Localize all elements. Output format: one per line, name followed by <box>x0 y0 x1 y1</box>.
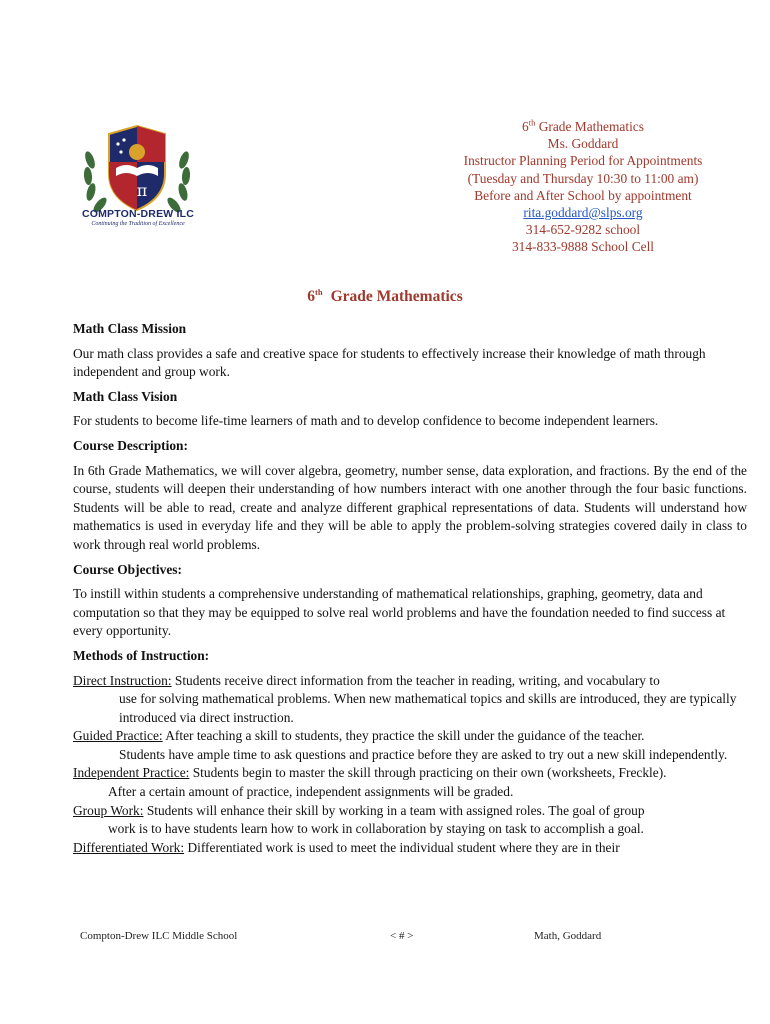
method-term: Differentiated Work: <box>73 839 185 855</box>
title-text: Grade Mathematics <box>330 288 463 305</box>
method-text: Students receive direct information from the teacher in reading, writing, and vocabulary to <box>171 672 660 688</box>
email-link[interactable]: rita.goddard@slps.org <box>523 205 643 221</box>
method-term: Direct Instruction: <box>73 672 172 688</box>
method-text-continued: use for solving mathematical problems. When new mathematical topics and skills are introduced, they are typically introduced via direct instruction. <box>119 691 737 725</box>
methods-heading: Methods of Instruction: <box>73 647 210 663</box>
method-term: Group Work: <box>73 802 144 818</box>
method-guided-practice <box>73 727 747 764</box>
objectives-heading: Course Objectives: <box>73 561 182 577</box>
title-grade-number: 6 <box>307 288 316 305</box>
header-cell-phone: 314-833-9888 School Cell <box>511 239 655 255</box>
header-school-phone: 314-652-9282 school <box>525 222 641 238</box>
contact-header <box>440 118 726 256</box>
method-text: After teaching a skill to students, they practice the skill under the guidance of the teacher. <box>162 728 645 744</box>
method-text-continued: Students have ample time to ask questions and practice before they are asked to try out a new skill independently. <box>119 746 728 762</box>
pi-symbol: π <box>136 181 148 200</box>
footer-school: Compton-Drew ILC Middle School <box>80 930 238 942</box>
method-text-continued: After a certain amount of practice, independent assignments will be graded. <box>108 784 514 800</box>
method-term: Guided Practice: <box>73 728 163 744</box>
method-text: Students will enhance their skill by working in a team with assigned roles. The goal of group <box>143 802 645 818</box>
objectives-text: To instill within students a comprehensive understanding of mathematical relationships, graphing, geometry, data and computation so that they may be equipped to solve real world problems and have the foundation needed to find success at every opportunity. <box>73 586 726 639</box>
logo-tagline: Continuing the Tradition of Excellence <box>91 221 185 227</box>
header-course <box>440 118 726 135</box>
sun-icon <box>129 144 145 160</box>
method-differentiated-work <box>73 839 747 858</box>
footer-page-number: < # > <box>390 930 414 942</box>
method-group-work <box>73 802 747 839</box>
header-planning: Instructor Planning Period for Appointments <box>463 153 703 169</box>
header-appointment: Before and After School by appointment <box>474 187 692 203</box>
method-text-continued: work is to have students learn how to work in collaboration by staying on task to accomplish a goal. <box>108 821 644 837</box>
header-grade-suffix: th <box>528 117 536 128</box>
page-title <box>0 288 770 306</box>
mission-text: Our math class provides a safe and creative space for students to effectively increase their knowledge of math through independent and group work. <box>73 345 706 380</box>
header-course-name: Grade Mathematics <box>535 119 644 134</box>
title-grade-suffix: th <box>315 286 323 297</box>
vision-text: For students to become life-time learners of math and to develop confidence to become independent learners. <box>73 413 659 429</box>
method-text: Differentiated work is used to meet the individual student where they are in their <box>184 839 620 855</box>
method-direct-instruction <box>73 672 747 728</box>
description-heading: Course Description: <box>73 437 188 453</box>
mission-heading: Math Class Mission <box>73 321 187 336</box>
description-text: In 6th Grade Mathematics, we will cover algebra, geometry, number sense, data exploration, and fractions. By the end of the course, students will deepen their understanding of how numbers interact with one another through the four basic functions. Students will be able to read, create and analyze different graphical representations of data. Students will understand how mathematics is used in everyday life and they will be able to apply the problem-solving strategies covered daily in class to work through real world problems. <box>73 462 747 552</box>
method-independent-practice <box>73 764 747 801</box>
logo-school-name: COMPTON-DREW ILC <box>81 208 195 220</box>
footer-course: Math, Goddard <box>534 930 602 942</box>
header-grade-number: 6 <box>522 119 529 134</box>
header-times: (Tuesday and Thursday 10:30 to 11:00 am) <box>467 170 699 186</box>
method-term: Independent Practice: <box>73 765 190 781</box>
header-teacher: Ms. Goddard <box>547 136 619 152</box>
method-text: Students begin to master the skill through practicing on their own (worksheets, Freckle). <box>189 765 667 781</box>
vision-heading: Math Class Vision <box>73 388 178 404</box>
document-body <box>73 320 747 857</box>
